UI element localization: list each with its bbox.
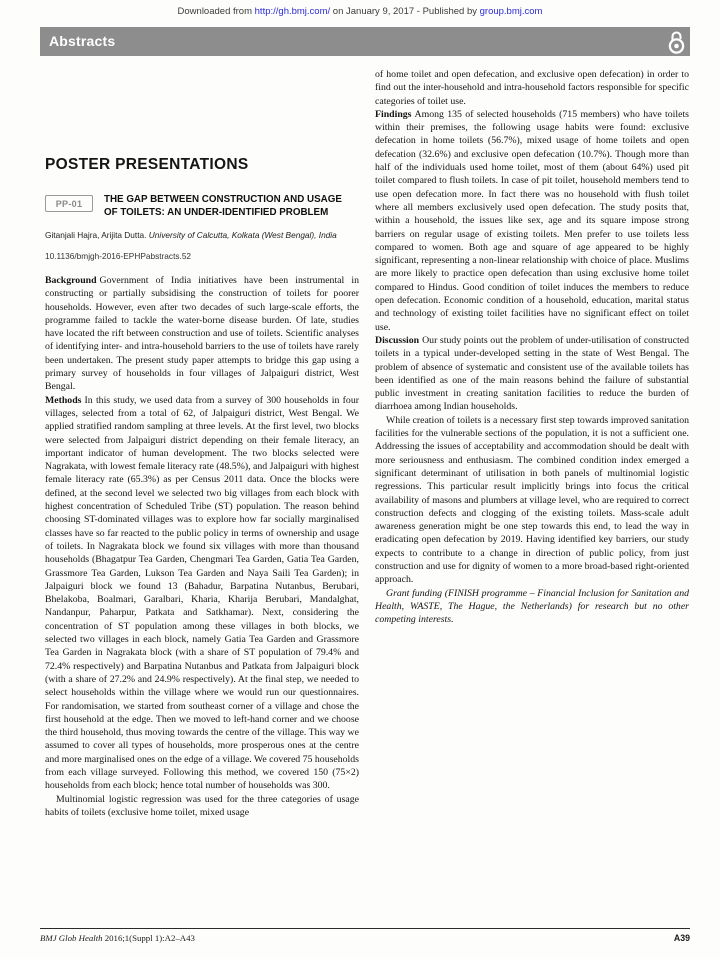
discussion-paragraph-2: While creation of toilets is a necessary first step towards improved sanitation facilities for the vulnerable sections of the population, it is not a sufficient one. Addressing the issues of acceptability and accommodation should be dealt with more seriousness and enthusiasm. The combined condition index emerged a significant determinant of utilisation in both panels of multinomial logistic regressions. This particular result implicitly brings into focus the critical availability of masons and plumbers at village level, who are required to correct construction defects and clogging of the existing toilets. Mass-scale adult awareness generation might be one step towards this end, to lead the way in eradicating open defecation by 2019. Having identified key barriers, our study expects to contribute to a change in direction of public policy, from just construction and use for dignity of women to a more broad-based right-oriented approach.: [375, 414, 689, 586]
abstracts-header-bar: [40, 27, 690, 56]
journal-name: BMJ Glob Health: [40, 933, 103, 943]
abstract-code-badge: PP-01: [45, 195, 93, 212]
section-heading: POSTER PRESENTATIONS: [45, 156, 249, 173]
publisher-link[interactable]: group.bmj.com: [479, 6, 543, 17]
grant-funding-paragraph: Grant funding (FINISH programme – Financial Inclusion for Sanitation and Health, WASTE, The Hague, the Netherlands) for research but no other competing interests.: [375, 587, 689, 626]
continuation-paragraph: of home toilet and open defecation, and exclusive open defecation) in order to find out the inter-household and intra-household factors responsible for specific categories of toilet use.: [375, 69, 689, 107]
banner-prefix: Downloaded from: [177, 6, 255, 17]
discussion-label: Discussion: [375, 334, 420, 346]
findings-paragraph: [375, 108, 689, 334]
discussion-text: Our study points out the problem of under-utilisation of constructed toilets in a typical under-developed setting in the state of West Bengal. The problem of absence of systematic and consistent use of the available toilets has been identified as one of the main reasons behind the failure of substantial public investment in creating sanitation facilities to reduce the burden of diarrhoea among Indian households.: [375, 334, 689, 413]
source-url-link[interactable]: http://gh.bmj.com/: [254, 6, 331, 17]
abstracts-bar-label: Abstracts: [49, 33, 116, 49]
methods-paragraph-2: Multinomial logistic regression was used for the three categories of usage habits of toilets (exclusive home toilet, mixed usage: [45, 793, 359, 818]
left-column: [45, 68, 359, 819]
page-body: [45, 68, 689, 819]
methods-label: Methods: [45, 394, 82, 406]
journal-citation: [40, 933, 195, 943]
right-column: [375, 68, 689, 819]
author-names: Gitanjali Hajra, Arijita Dutta.: [45, 230, 147, 240]
methods-paragraph: [45, 394, 359, 793]
page-number: A39: [673, 933, 690, 943]
discussion-paragraph: [375, 334, 689, 414]
left-column-spacer: [45, 68, 359, 156]
doi: 10.1136/bmjgh-2016-EPHPabstracts.52: [45, 251, 192, 261]
authors-line: [45, 230, 359, 240]
open-access-lock-icon: [668, 29, 685, 55]
download-banner: [0, 6, 720, 17]
abstract-header: [45, 194, 359, 219]
background-text: Government of India initiatives have been instrumental in constructing or partially subsidising the construction of toilets for poorer households. However, even after two decades of such large-scale efforts, the programme failed to tackle the water-borne disease burden. Of late, studies have located the rift between construction and use of toilets. Scientific analyses of identifying inter- and intra-household barriers to the use of toilets have rarely been undertaken. The present study paper attempts to bridge this gap using a primary survey of households in four villages of Jalpaiguri district, West Bengal.: [45, 275, 359, 393]
methods-text: In this study, we used data from a survey of 300 households in four villages, selected from a total of 62, of Jalpaiguri district, West Bengal. We applied stratified random sampling at three levels. At the first level, two blocks were selected from Jalpaiguri district depending on their female literacy, an important indicator of human development. The two blocks selected were Nagrakata, with lowest female literacy rate (48.5%), and Jalpaiguri with highest female literacy rate (65.3%) as per Census 2011 data. Once the blocks were defined, at the second level we selected two big villages from each block with highest concentration of Scheduled Tribe (ST) population. The reason behind choosing ST-dominated villages was to explore how far socially marginalised classes have so far reacted to the public policy in terms of ownership and usage of toilets. In Nagrakata block we found six villages with more than thousand households (Bhagatpur Tea Garden, Chengmari Tea Garden, Gatia Tea Garden, Grassmore Tea Garden, Lukson Tea Garden and Naya Saili Tea Garden); in Jalpaiguri block we found 13 (Bahadur, Barpatina Nutanbus, Berubari, Bhelakoba, Boalmari, Garalbari, Kharia, Kharija Berubari, Mandalghat, Nandanpur, Paharpur, Patkata and Satkhamar). Next, considering the concentration of ST population among these villages in both blocks, we selected two villages in each block, namely Gatia Tea Garden and Grassmore Tea Garden in Nagrakata block (with a share of ST population of 79.4% and 72.4% respectively) and Barpatina Nutanbus and Patkata from Jalpaiguri block (with a share of 27.2% and 24.9% respectively). At the final step, we needed to select households within the village where we would run our questionnaires. For randomisation, we started from southeast corner of a village and chose the first household at the edge. Then we moved to left-hand corner and we choose the third household, thus moving towards the centre of the village. This way we assumed to cover all types of households, more prosperous ones at the centre and more marginalised ones on the edge of a village. We covered 75 households from each village surveyed. Following this method, we covered 150 (75×2) households from each block; hence total number of households was 300.: [45, 394, 359, 792]
findings-text: Among 135 of selected households (715 members) who have toilets within their premises, the following usage habits were found: exclusive defecation in home toilets (56.7%), mixed usage of home toilets and open defecation (32.6%) and exclusive open defecation (10.7%). Though more than half of the individuals used home toilet, most of them (about 64%) used pit toilet compared to flush toilets. In case of pit toilet, household members tend to use open defecation more. In fact there was no household with flush toilet where all members exclusively used open defecation. The study posits that, within a household, the issues like sex, age and its square impose strong barriers on regular usage of existing toilets. Men prefer to use toilets less compared to women. Both age and square of age appeared to be highly significant, representing a non-linear relationship with choice of place. Muslims are more likely to practice open defecation than using exclusive home toilet compared to Hindus. Good condition of toilet induces the members to reduce open defecation. Economic condition of a household, education, marital status and technology of existing toilet facilities have no significant effect on toilet use.: [375, 108, 689, 333]
affiliation: University of Calcutta, Kolkata (West Bengal), India: [148, 230, 337, 240]
abstract-title: THE GAP BETWEEN CONSTRUCTION AND USAGE OF TOILETS: AN UNDER-IDENTIFIED PROBLEM: [104, 194, 342, 218]
page-footer: [40, 933, 690, 943]
citation-rest: 2016;1(Suppl 1):A2–A43: [102, 933, 195, 943]
background-paragraph: [45, 274, 359, 394]
background-label: Background: [45, 275, 97, 286]
footer-rule: [40, 928, 690, 929]
banner-middle: on January 9, 2017 - Published by: [330, 6, 480, 17]
findings-label: Findings: [375, 108, 412, 120]
